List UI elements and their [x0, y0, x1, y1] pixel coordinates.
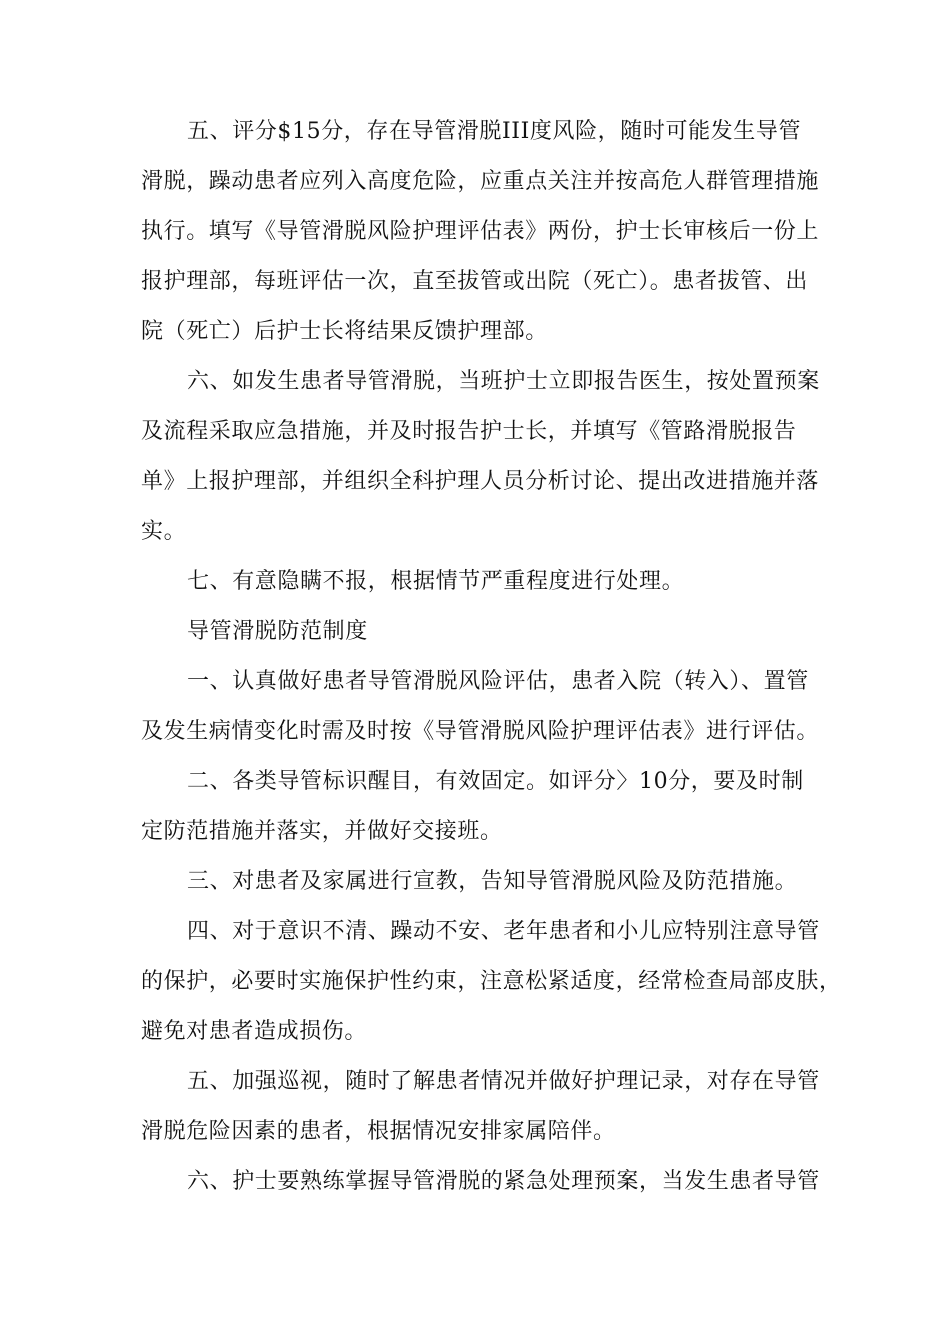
text-line: 及流程采取应急措施，并及时报告护士长，并填写《管路滑脱报告: [141, 419, 797, 444]
text-line: 滑脱，躁动患者应列入高度危险，应重点关注并按高危人群管理措施: [141, 169, 820, 194]
text-line: 五、加强巡视，随时了解患者情况并做好护理记录，对存在导管: [187, 1069, 820, 1094]
section-title: 导管滑脱防范制度: [187, 619, 368, 644]
text-line: 二、各类导管标识醒目，有效固定。如评分〉10分，要及时制: [187, 769, 804, 794]
text-line: 执行。填写《导管滑脱风险护理评估表》两份，护士长审核后一份上: [141, 219, 820, 244]
text-line: 五、评分$15分，存在导管滑脱III度风险，随时可能发生导管: [187, 119, 802, 144]
text-line: 一、认真做好患者导管滑脱风险评估，患者入院（转入）、置管: [187, 669, 809, 694]
text-line: 的保护，必要时实施保护性约束，注意松紧适度，经常检查局部皮肤，: [141, 969, 842, 994]
text-line: 定防范措施并落实，并做好交接班。: [141, 819, 503, 844]
text-line: 院（死亡）后护士长将结果反馈护理部。: [141, 319, 548, 344]
text-line: 滑脱危险因素的患者，根据情况安排家属陪伴。: [141, 1119, 616, 1144]
text-line: 七、有意隐瞒不报，根据情节严重程度进行处理。: [187, 569, 685, 594]
text-line: 避免对患者造成损伤。: [141, 1019, 368, 1044]
text-line: 及发生病情变化时需及时按《导管滑脱风险护理评估表》进行评估。: [141, 719, 820, 744]
text-line: 单》上报护理部，并组织全科护理人员分析讨论、提出改进措施并落: [141, 469, 820, 494]
text-line: 六、护士要熟练掌握导管滑脱的紧急处理预案，当发生患者导管: [187, 1169, 820, 1194]
text-line: 六、如发生患者导管滑脱，当班护士立即报告医生，按处置预案: [187, 369, 820, 394]
text-line: 四、对于意识不清、躁动不安、老年患者和小儿应特别注意导管: [187, 919, 820, 944]
text-line: 实。: [141, 519, 187, 544]
text-line: 三、对患者及家属进行宣教，告知导管滑脱风险及防范措施。: [187, 869, 798, 894]
text-line: 报护理部，每班评估一次，直至拔管或出院（死亡）。患者拔管、出: [141, 269, 809, 294]
